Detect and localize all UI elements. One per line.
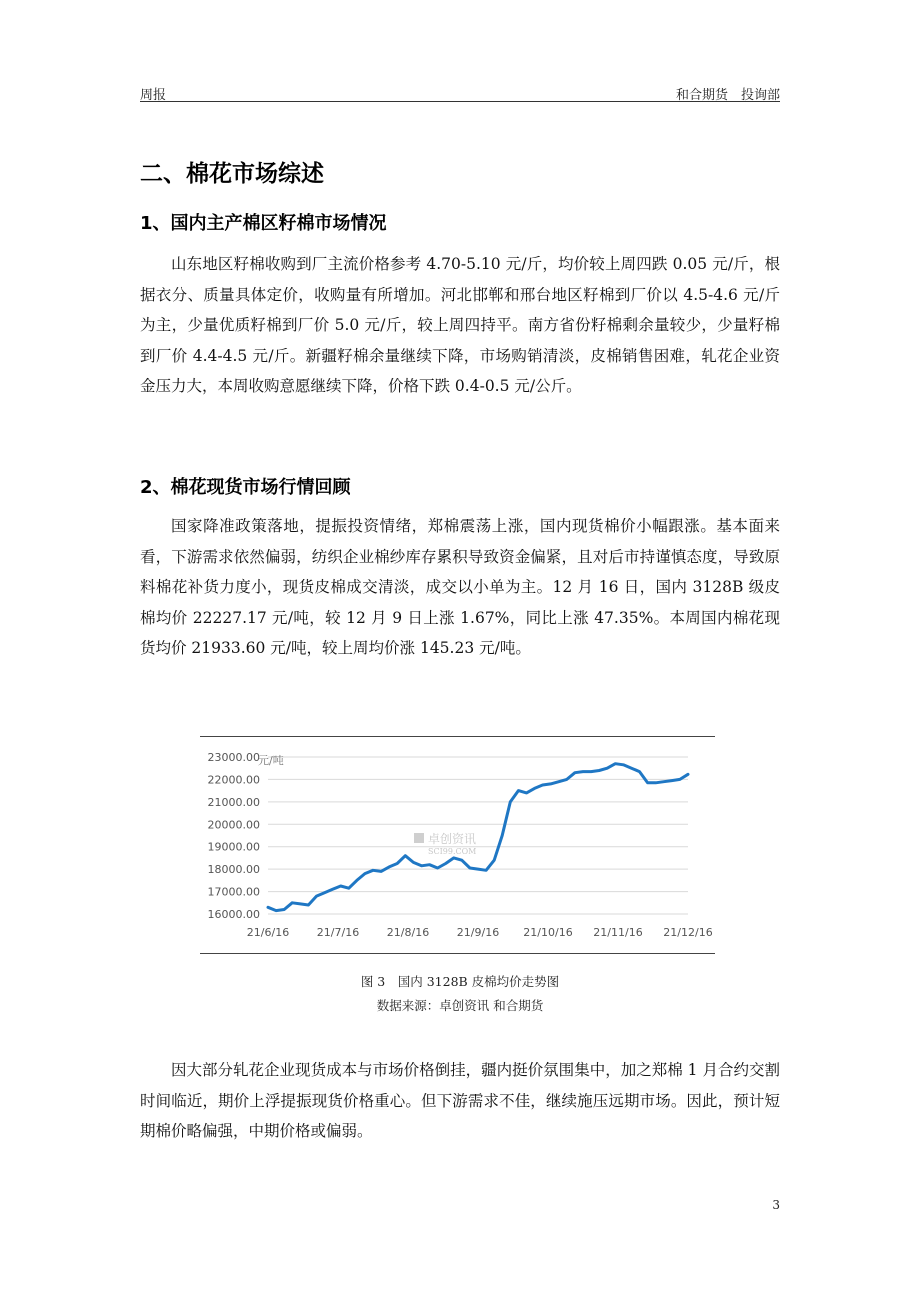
y-tick-label: 19000.00 [207,840,260,854]
subsection-title-1: 1、国内主产棉区籽棉市场情况 [140,213,387,234]
watermark-sub: SCI99.COM [428,847,477,856]
x-tick-label: 21/12/16 [663,926,713,939]
subsection-title-2: 2、棉花现货市场行情回顾 [140,477,351,498]
y-tick-label: 18000.00 [207,863,260,877]
series-line [268,764,688,911]
page-number: 3 [772,1198,780,1212]
header-right: 和合期货 投询部 [675,88,780,103]
y-tick-label: 17000.00 [207,885,260,899]
x-tick-label: 21/7/16 [316,926,360,939]
subsection-paragraph-1: 山东地区籽棉收购到厂主流价格参考 4.70-5.10 元/斤，均价较上周四跌 0.05 元/斤，根据衣分、质量具体定价，收购量有所增加。河北邯郸和邢台地区籽棉到厂价以 4.5-4.6 元/斤为主，少量优质籽棉到厂价 5.0 元/斤，较上周四持平。南方省份籽棉剩余量较少，少量籽棉到厂价 4.4-4.5 元/斤。新疆籽棉余量继续下降，市场购销清淡，皮棉销售困难，轧花企业资金压力大，本周收购意愿继续下降，价格下跌 0.4-0.5 元/公斤。 [140,255,780,395]
unit-label: 元/吨 [258,754,284,767]
section-title: 二、棉花市场综述 [140,161,324,187]
y-tick-label: 16000.00 [207,908,260,921]
y-tick-label: 23000.00 [207,751,260,764]
page-header [140,84,780,102]
watermark-logo [414,833,424,843]
header-left: 周报 [140,88,167,103]
y-tick-label: 22000.00 [207,773,260,787]
price-chart [200,736,715,954]
y-tick-label: 21000.00 [207,795,260,809]
x-tick-label: 21/9/16 [456,926,500,939]
y-tick-label: 20000.00 [207,818,260,832]
x-tick-label: 21/11/16 [593,926,643,939]
figure-caption: 图 3 国内 3128B 皮棉均价走势图 [360,974,560,989]
figure-source: 数据来源：卓创资讯 和合期货 [376,998,544,1013]
price-chart-svg [200,737,715,953]
x-tick-label: 21/10/16 [523,926,573,939]
x-tick-label: 21/8/16 [386,926,430,939]
x-tick-label: 21/6/16 [246,926,290,939]
closing-paragraph: 因大部分轧花企业现货成本与市场价格倒挂，疆内挺价氛围集中，加之郑棉 1 月合约交割时间临近，期价上浮提振现货价格重心。但下游需求不佳，继续施压远期市场。因此，预计短期棉价略偏强，中期价格或偏弱。 [140,1061,780,1140]
subsection-paragraph-2: 国家降准政策落地，提振投资情绪，郑棉震荡上涨，国内现货棉价小幅跟涨。基本面来看，下游需求依然偏弱，纺织企业棉纱库存累积导致资金偏紧，且对后市持谨慎态度，导致原料棉花补货力度小，现货皮棉成交清淡，成交以小单为主。12 月 16 日，国内 3128B 级皮棉均价 22227.17 元/吨，较 12 月 9 日上涨 1.67%，同比上涨 47.35%。本周国内棉花现货均价 21933.60 元/吨，较上周均价涨 145.23 元/吨。 [140,517,780,657]
watermark-text: 卓创资讯 [428,832,477,846]
